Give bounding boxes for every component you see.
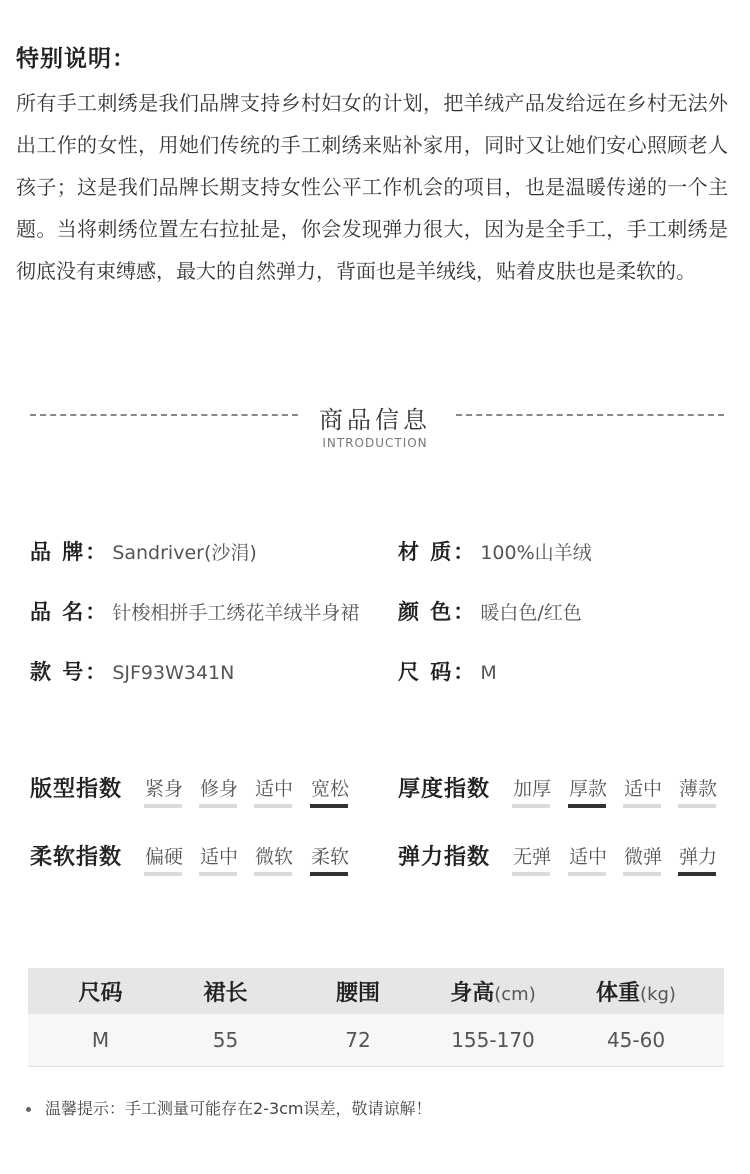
style-number-value: SJF93W341N xyxy=(112,662,235,684)
indicator-bar xyxy=(254,804,292,808)
special-note-body: 所有手工刺绣是我们品牌支持乡村妇女的计划，把羊绒产品发给远在乡村无法外出工作的女性，用她们传统的手工刺绣来贴补家用，同时又让她们安心照顾老人孩子；这是我们品牌长期支持女性公平工作机会的项目，也是温暖传递的一个主题。当将刺绣位置左右拉扯是，你会发现弹力很大，因为是全手工，手工刺绣是彻底没有束缚感，最大的自然弹力，背面也是羊绒线，贴着皮肤也是柔软的。 xyxy=(16,91,728,283)
brand-value: Sandriver(沙涓) xyxy=(112,542,257,564)
indicator-bar xyxy=(623,872,661,876)
fit-option: 宽松 xyxy=(310,774,350,801)
cell-size: M xyxy=(28,1014,173,1067)
thickness-option: 适中 xyxy=(623,774,663,801)
elasticity-index xyxy=(398,840,728,880)
size-table xyxy=(28,968,724,1067)
indicator-bar xyxy=(568,872,606,876)
softness-index-label: 柔软指数 xyxy=(30,845,123,870)
indicator-bar xyxy=(512,804,550,808)
fit-option: 适中 xyxy=(254,774,294,801)
color-key: 颜 色： xyxy=(398,600,477,624)
name-key: 品 名： xyxy=(30,600,109,624)
thickness-option: 薄款 xyxy=(678,774,718,801)
section-subtitle: INTRODUCTION xyxy=(322,436,428,450)
indicator-bar xyxy=(678,804,716,808)
indicator-bar xyxy=(310,872,348,876)
softness-option: 柔软 xyxy=(310,842,350,869)
section-title: 商品信息 xyxy=(319,406,431,434)
thickness-index-label: 厚度指数 xyxy=(398,777,491,802)
indicator-bar xyxy=(310,804,348,808)
size-value: M xyxy=(480,662,497,684)
softness-option: 微软 xyxy=(254,842,294,869)
indicator-bar xyxy=(623,804,661,808)
color-value: 暖白色/红色 xyxy=(480,602,582,624)
header-waist: 腰围 xyxy=(278,968,438,1014)
indicator-bar xyxy=(512,872,550,876)
cell-waist: 72 xyxy=(278,1014,438,1067)
size-table-header-row xyxy=(28,968,724,1014)
fit-index xyxy=(30,772,370,812)
softness-option: 偏硬 xyxy=(144,842,184,869)
material-value: 100%山羊绒 xyxy=(480,542,592,564)
info-size xyxy=(398,656,497,686)
indicator-bar xyxy=(199,804,237,808)
header-height: 身高(cm) xyxy=(438,968,548,1014)
elasticity-index-label: 弹力指数 xyxy=(398,845,491,870)
indicator-bar xyxy=(199,872,237,876)
thickness-index xyxy=(398,772,728,812)
height-unit: (cm) xyxy=(494,983,536,1005)
info-brand xyxy=(30,536,257,566)
info-style-number xyxy=(30,656,234,686)
special-note-title: 特别说明： xyxy=(16,46,136,72)
info-material xyxy=(398,536,592,566)
tip-text: 温馨提示：手工测量可能存在2-3cm误差，敬请谅解！ xyxy=(45,1099,432,1118)
cell-weight: 45-60 xyxy=(548,1014,724,1067)
header-skirt-length: 裙长 xyxy=(173,968,278,1014)
info-name xyxy=(30,596,359,626)
product-info-header xyxy=(0,396,750,466)
indicator-bar xyxy=(568,804,606,808)
fit-index-label: 版型指数 xyxy=(30,777,123,802)
brand-key: 品 牌： xyxy=(30,540,109,564)
table-row xyxy=(28,1014,724,1067)
fit-option: 修身 xyxy=(199,774,239,801)
header-weight: 体重(kg) xyxy=(548,968,724,1014)
indicator-bar xyxy=(144,872,182,876)
softness-index xyxy=(30,840,370,880)
bullet-icon xyxy=(26,1107,31,1112)
cell-skirt-length: 55 xyxy=(173,1014,278,1067)
thickness-option: 厚款 xyxy=(568,774,608,801)
fit-option: 紧身 xyxy=(144,774,184,801)
softness-option: 适中 xyxy=(199,842,239,869)
info-color xyxy=(398,596,582,626)
header-size: 尺码 xyxy=(28,968,173,1014)
cell-height: 155-170 xyxy=(438,1014,548,1067)
measurement-tip xyxy=(26,1096,432,1119)
elasticity-option: 适中 xyxy=(568,842,608,869)
size-key: 尺 码： xyxy=(398,660,477,684)
thickness-option: 加厚 xyxy=(512,774,552,801)
indicator-bar xyxy=(254,872,292,876)
elasticity-option: 无弹 xyxy=(512,842,552,869)
elasticity-option: 弹力 xyxy=(678,842,718,869)
elasticity-option: 微弹 xyxy=(623,842,663,869)
style-number-key: 款 号： xyxy=(30,660,109,684)
weight-unit: (kg) xyxy=(640,983,676,1005)
indicator-bar xyxy=(678,872,716,876)
name-value: 针梭相拼手工绣花羊绒半身裙 xyxy=(112,602,360,624)
indicator-bar xyxy=(144,804,182,808)
material-key: 材 质： xyxy=(398,540,477,564)
